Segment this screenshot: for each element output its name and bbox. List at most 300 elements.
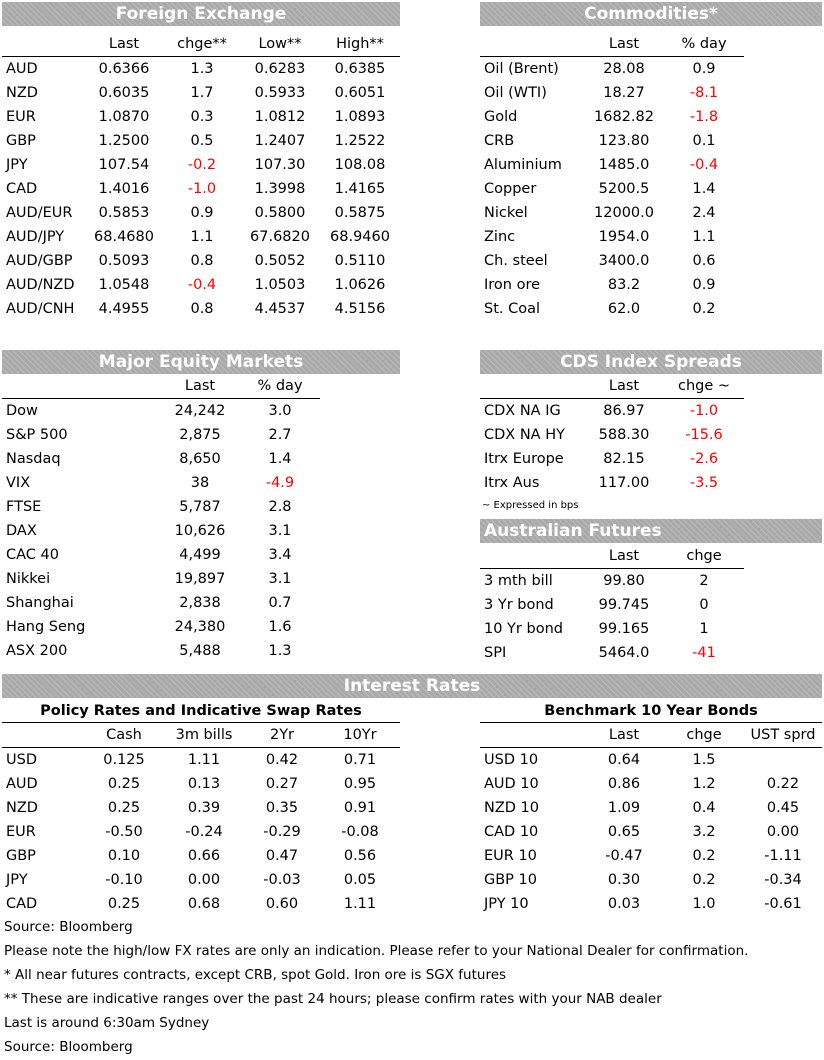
table-cell: -0.10	[105, 872, 143, 888]
policy-rates-subtitle: Policy Rates and Indicative Swap Rates	[40, 703, 362, 719]
row-label: EUR	[6, 824, 36, 840]
table-row	[480, 201, 744, 225]
row-label: USD 10	[484, 752, 539, 768]
table-cell: 1.2407	[254, 133, 306, 149]
table-cell: 83.2	[607, 277, 641, 293]
table-cell: 82.15	[603, 451, 645, 467]
bonds-col-ust: UST sprd	[744, 723, 822, 748]
table-cell: 99.165	[598, 621, 650, 637]
footer-note-2: * All near futures contracts, except CRB, spot Gold. Iron ore is SGX futures	[4, 967, 507, 983]
table-cell: 1	[699, 621, 709, 637]
table-cell: 0.5853	[98, 205, 150, 221]
row-label: CDX NA IG	[484, 403, 561, 419]
table-cell: -3.5	[689, 475, 719, 491]
row-label: Dow	[6, 403, 38, 419]
row-label: NZD	[6, 800, 38, 816]
table-cell: 0.13	[187, 776, 221, 792]
table-cell: 3400.0	[598, 253, 650, 269]
table-cell: -0.29	[263, 824, 301, 840]
table-cell: 588.30	[598, 427, 650, 443]
table-row	[480, 423, 744, 447]
table-cell: 5200.5	[598, 181, 650, 197]
row-label: CAD	[6, 181, 38, 197]
commodities-table	[480, 32, 744, 321]
cds-col-name	[480, 374, 584, 399]
table-cell: 0.8	[190, 301, 214, 317]
table-row	[480, 892, 822, 916]
table-row	[480, 748, 822, 773]
table-cell: 1.11	[187, 752, 221, 768]
table-cell: 0.5800	[254, 205, 306, 221]
table-cell: 0	[699, 597, 709, 613]
table-cell: 0.91	[343, 800, 377, 816]
footer-note-4: Last is around 6:30am Sydney	[4, 1015, 210, 1031]
row-label: Zinc	[484, 229, 516, 245]
table-cell: 2.7	[268, 427, 292, 443]
table-cell: 0.00	[766, 824, 800, 840]
table-cell: 1.3998	[254, 181, 306, 197]
row-label: SPI	[484, 645, 507, 661]
equity-col-last: Last	[160, 374, 240, 399]
table-row	[480, 868, 822, 892]
table-cell: 1485.0	[598, 157, 650, 173]
table-cell: 4.5156	[334, 301, 386, 317]
table-row	[2, 868, 400, 892]
table-cell: 1.2522	[334, 133, 386, 149]
commodities-header-row	[480, 32, 744, 57]
table-row	[2, 639, 320, 663]
table-row	[480, 297, 744, 321]
table-cell: 1.6	[268, 619, 292, 635]
table-cell: 5,488	[179, 643, 221, 659]
row-label: Hang Seng	[6, 619, 86, 635]
table-cell: 0.6366	[98, 61, 150, 77]
policy-header-row	[2, 723, 400, 748]
table-row	[480, 617, 744, 641]
row-label: 10 Yr bond	[484, 621, 563, 637]
row-label: ASX 200	[6, 643, 68, 659]
table-row	[2, 495, 320, 519]
row-label: Shanghai	[6, 595, 74, 611]
row-label: CDX NA HY	[484, 427, 565, 443]
table-cell: 28.08	[603, 61, 645, 77]
policy-col-name	[2, 723, 84, 748]
row-label: AUD/EUR	[6, 205, 73, 221]
fx-header: Foreign Exchange	[2, 2, 400, 26]
table-row	[480, 177, 744, 201]
table-cell: -0.47	[605, 848, 643, 864]
fx-col-chge: chge**	[164, 32, 240, 57]
bonds-table	[480, 723, 822, 916]
row-label: AUD/GBP	[6, 253, 73, 269]
row-label: EUR 10	[484, 848, 537, 864]
table-cell: 0.6051	[334, 85, 386, 101]
table-cell: 62.0	[607, 301, 641, 317]
fx-col-last: Last	[84, 32, 164, 57]
table-row	[480, 593, 744, 617]
table-cell: 4.4955	[98, 301, 150, 317]
bonds-col-chge: chge	[664, 723, 744, 748]
row-label: CAD	[6, 896, 38, 912]
table-cell: 3.1	[268, 571, 292, 587]
table-row	[2, 81, 400, 105]
table-cell: 0.1	[692, 133, 716, 149]
table-cell: -8.1	[689, 85, 719, 101]
footer-source-1: Source: Bloomberg	[4, 919, 133, 935]
table-row	[2, 153, 400, 177]
table-row	[2, 129, 400, 153]
table-cell: 0.5110	[334, 253, 386, 269]
row-label: Ch. steel	[484, 253, 548, 269]
table-cell: -1.0	[689, 403, 719, 419]
table-cell: 0.7	[268, 595, 292, 611]
row-label: DAX	[6, 523, 37, 539]
table-cell: 19,897	[174, 571, 226, 587]
table-row	[480, 129, 744, 153]
row-label: GBP 10	[484, 872, 537, 888]
table-row	[480, 249, 744, 273]
cds-note: ~ Expressed in bps	[482, 500, 579, 511]
table-cell: 1682.82	[594, 109, 654, 125]
table-row	[480, 81, 744, 105]
row-label: NZD 10	[484, 800, 540, 816]
row-label: EUR	[6, 109, 36, 125]
table-cell: 0.39	[187, 800, 221, 816]
table-row	[2, 567, 320, 591]
table-cell: 99.80	[603, 573, 645, 589]
commodities-col-name	[480, 32, 584, 57]
table-row	[480, 273, 744, 297]
table-cell: 1.3	[268, 643, 292, 659]
table-cell: 0.8	[190, 253, 214, 269]
futures-table	[480, 544, 744, 665]
table-cell: 1.4165	[334, 181, 386, 197]
table-cell: 123.80	[598, 133, 650, 149]
table-cell: 0.66	[187, 848, 221, 864]
table-cell: 0.42	[265, 752, 299, 768]
commodities-col-last: Last	[584, 32, 664, 57]
commodities-col-day: % day	[664, 32, 744, 57]
table-cell: 0.47	[265, 848, 299, 864]
table-row	[2, 225, 400, 249]
policy-col-3m: 3m bills	[164, 723, 244, 748]
table-row	[2, 772, 400, 796]
row-label: Nikkei	[6, 571, 51, 587]
table-cell	[744, 748, 822, 773]
fx-col-name	[2, 32, 84, 57]
commodities-header: Commodities*	[480, 2, 822, 26]
row-label: 3 Yr bond	[484, 597, 554, 613]
row-label: Gold	[484, 109, 518, 125]
table-cell: 0.4	[692, 800, 716, 816]
table-row	[480, 225, 744, 249]
table-cell: 1.1	[692, 229, 716, 245]
table-row	[480, 471, 744, 495]
table-cell: 10,626	[174, 523, 226, 539]
table-cell: 0.5875	[334, 205, 386, 221]
policy-col-cash: Cash	[84, 723, 164, 748]
table-cell: 1.3	[190, 61, 214, 77]
row-label: GBP	[6, 133, 36, 149]
row-label: GBP	[6, 848, 36, 864]
table-cell: 5,787	[179, 499, 221, 515]
table-row	[2, 615, 320, 639]
table-row	[2, 249, 400, 273]
table-cell: 0.9	[692, 61, 716, 77]
row-label: AUD/CNH	[6, 301, 75, 317]
table-row	[2, 519, 320, 543]
row-label: Nasdaq	[6, 451, 61, 467]
table-cell: -0.34	[764, 872, 802, 888]
row-label: St. Coal	[484, 301, 541, 317]
row-label: Itrx Europe	[484, 451, 564, 467]
table-row	[480, 772, 822, 796]
row-label: Nickel	[484, 205, 528, 221]
footer-source-2: Source: Bloomberg	[4, 1039, 133, 1055]
table-cell: 0.64	[607, 752, 641, 768]
policy-rates-table	[2, 723, 400, 916]
fx-table	[2, 32, 400, 321]
row-label: Aluminium	[484, 157, 562, 173]
table-cell: 1.0812	[254, 109, 306, 125]
table-cell: 1.09	[607, 800, 641, 816]
equity-header-row	[2, 374, 320, 399]
table-cell: 2.4	[692, 205, 716, 221]
table-cell: 1.0	[692, 896, 716, 912]
table-row	[2, 447, 320, 471]
table-cell: 1.0548	[98, 277, 150, 293]
table-cell: 0.6035	[98, 85, 150, 101]
table-cell: 2,875	[179, 427, 221, 443]
table-row	[2, 748, 400, 773]
table-cell: 1.0893	[334, 109, 386, 125]
row-label: AUD 10	[484, 776, 539, 792]
table-cell: 4.4537	[254, 301, 306, 317]
table-row	[2, 591, 320, 615]
table-cell: 2,838	[179, 595, 221, 611]
table-cell: 0.00	[187, 872, 221, 888]
table-cell: 0.27	[265, 776, 299, 792]
table-cell: 107.54	[98, 157, 150, 173]
row-label: Oil (Brent)	[484, 61, 559, 77]
table-cell: -0.4	[689, 157, 719, 173]
table-cell: 5464.0	[598, 645, 650, 661]
table-cell: 0.6	[692, 253, 716, 269]
table-cell: 2	[699, 573, 709, 589]
row-label: AUD/JPY	[6, 229, 65, 245]
table-cell: 0.65	[607, 824, 641, 840]
futures-col-name	[480, 544, 584, 569]
table-cell: 0.71	[343, 752, 377, 768]
cds-header-row	[480, 374, 744, 399]
table-cell: 0.10	[107, 848, 141, 864]
table-cell: 1.4	[268, 451, 292, 467]
table-cell: 3.1	[268, 523, 292, 539]
table-cell: 68.9460	[330, 229, 390, 245]
table-cell: 0.25	[107, 776, 141, 792]
table-cell: 0.3	[190, 109, 214, 125]
table-cell: 0.6283	[254, 61, 306, 77]
table-cell: 1.4	[692, 181, 716, 197]
table-cell: 12000.0	[594, 205, 654, 221]
table-cell: 0.05	[343, 872, 377, 888]
fx-col-high: High**	[320, 32, 400, 57]
table-row	[480, 399, 744, 424]
table-cell: 4,499	[179, 547, 221, 563]
table-cell: 0.2	[692, 301, 716, 317]
table-cell: 18.27	[603, 85, 645, 101]
table-cell: 0.45	[766, 800, 800, 816]
table-cell: 0.35	[265, 800, 299, 816]
table-cell: 3.0	[268, 403, 292, 419]
table-row	[2, 543, 320, 567]
table-cell: 1954.0	[598, 229, 650, 245]
table-cell: 0.6385	[334, 61, 386, 77]
table-row	[2, 297, 400, 321]
futures-col-last: Last	[584, 544, 664, 569]
table-cell: 0.03	[607, 896, 641, 912]
table-cell: 8,650	[179, 451, 221, 467]
table-row	[480, 569, 744, 594]
table-cell: 0.125	[103, 752, 145, 768]
bonds-col-last: Last	[584, 723, 664, 748]
row-label: AUD	[6, 776, 38, 792]
cds-table	[480, 374, 744, 495]
table-cell: -41	[692, 645, 716, 661]
table-cell: -0.61	[764, 896, 802, 912]
table-row	[2, 399, 320, 424]
row-label: S&P 500	[6, 427, 68, 443]
table-cell: 0.5052	[254, 253, 306, 269]
row-label: CAD 10	[484, 824, 539, 840]
table-cell: 0.95	[343, 776, 377, 792]
table-row	[480, 447, 744, 471]
table-cell: -4.9	[265, 475, 295, 491]
table-row	[2, 844, 400, 868]
table-row	[2, 177, 400, 201]
table-cell: 0.86	[607, 776, 641, 792]
table-cell: 108.08	[334, 157, 386, 173]
table-cell: -1.8	[689, 109, 719, 125]
table-row	[2, 892, 400, 916]
table-cell: 0.56	[343, 848, 377, 864]
row-label: Oil (WTI)	[484, 85, 547, 101]
bonds-header-row	[480, 723, 822, 748]
futures-header-row	[480, 544, 744, 569]
table-cell: 1.0870	[98, 109, 150, 125]
equity-table	[2, 374, 320, 663]
table-cell: -1.11	[764, 848, 802, 864]
table-cell: 0.9	[190, 205, 214, 221]
table-row	[480, 820, 822, 844]
table-cell: 3.2	[692, 824, 716, 840]
table-cell: -0.4	[187, 277, 217, 293]
equity-col-day: % day	[240, 374, 320, 399]
table-cell: 99.745	[598, 597, 650, 613]
row-label: Copper	[484, 181, 537, 197]
equity-header: Major Equity Markets	[2, 350, 400, 374]
bonds-subtitle: Benchmark 10 Year Bonds	[544, 703, 758, 719]
table-cell: 68.4680	[94, 229, 154, 245]
table-row	[2, 820, 400, 844]
table-cell: 107.30	[254, 157, 306, 173]
row-label: CAC 40	[6, 547, 59, 563]
table-cell: 0.9	[692, 277, 716, 293]
table-cell: 0.68	[187, 896, 221, 912]
policy-col-10yr: 10Yr	[320, 723, 400, 748]
table-cell: 0.22	[766, 776, 800, 792]
row-label: JPY	[6, 872, 28, 888]
table-cell: 0.5093	[98, 253, 150, 269]
table-cell: -0.08	[341, 824, 379, 840]
table-row	[2, 796, 400, 820]
table-cell: 24,380	[174, 619, 226, 635]
table-cell: -0.24	[185, 824, 223, 840]
row-label: AUD	[6, 61, 38, 77]
row-label: JPY 10	[484, 896, 529, 912]
table-cell: 1.2	[692, 776, 716, 792]
row-label: JPY	[6, 157, 28, 173]
futures-header: Australian Futures	[480, 519, 822, 543]
table-cell: 1.5	[692, 752, 716, 768]
row-label: Itrx Aus	[484, 475, 540, 491]
table-cell: 0.60	[265, 896, 299, 912]
table-row	[480, 796, 822, 820]
table-cell: 0.25	[107, 896, 141, 912]
cds-col-chge: chge ~	[664, 374, 744, 399]
fx-header-row	[2, 32, 400, 57]
table-cell: 0.30	[607, 872, 641, 888]
row-label: Iron ore	[484, 277, 541, 293]
row-label: CRB	[484, 133, 515, 149]
table-cell: 1.1	[190, 229, 214, 245]
table-row	[2, 471, 320, 495]
cds-col-last: Last	[584, 374, 664, 399]
table-row	[480, 57, 744, 82]
row-label: NZD	[6, 85, 38, 101]
table-cell: -15.6	[685, 427, 723, 443]
table-cell: 0.5	[190, 133, 214, 149]
table-cell: 117.00	[598, 475, 650, 491]
table-row	[2, 105, 400, 129]
table-row	[480, 105, 744, 129]
table-row	[2, 423, 320, 447]
table-cell: 2.8	[268, 499, 292, 515]
table-cell: 1.7	[190, 85, 214, 101]
table-cell: -2.6	[689, 451, 719, 467]
table-row	[2, 201, 400, 225]
table-row	[480, 153, 744, 177]
interest-header: Interest Rates	[2, 674, 822, 698]
table-row	[480, 844, 822, 868]
table-cell: 1.2500	[98, 133, 150, 149]
table-cell: 38	[190, 475, 210, 491]
footer-note-3: ** These are indicative ranges over the past 24 hours; please confirm rates with your NAB dealer	[4, 991, 662, 1007]
table-row	[2, 57, 400, 82]
row-label: USD	[6, 752, 37, 768]
table-cell: 1.0503	[254, 277, 306, 293]
table-cell: 3.4	[268, 547, 292, 563]
table-cell: -1.0	[187, 181, 217, 197]
policy-col-2yr: 2Yr	[244, 723, 320, 748]
equity-col-name	[2, 374, 160, 399]
table-cell: 67.6820	[250, 229, 310, 245]
row-label: FTSE	[6, 499, 42, 515]
table-cell: -0.2	[187, 157, 217, 173]
cds-header: CDS Index Spreads	[480, 350, 822, 374]
table-cell: 0.2	[692, 848, 716, 864]
table-cell: -0.50	[105, 824, 143, 840]
